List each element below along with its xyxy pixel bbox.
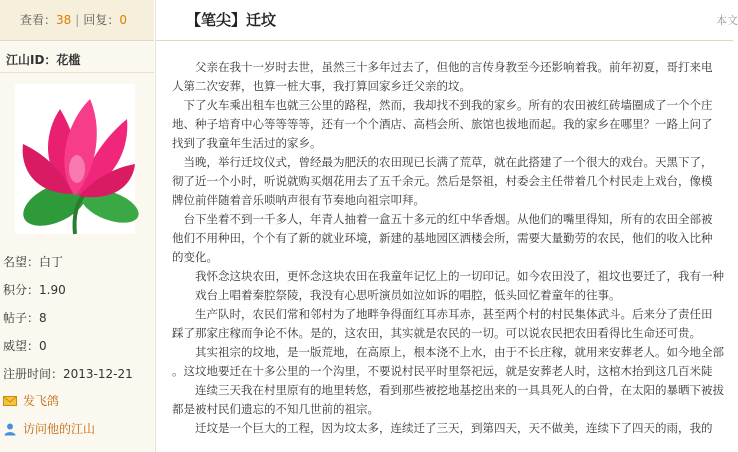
visit-space-link[interactable]: 访问他的江山: [3, 420, 95, 437]
article-line: 牌位前伴随着音乐唢呐声很有节奏地向祖宗叩拜。: [172, 193, 425, 207]
thread-stats-bar: [0, 0, 154, 41]
article-line: 当晚，举行迁坟仪式，曾经最为肥沃的农田现已长满了荒草，就在此搭建了一个很大的戏台。天黑下了，: [172, 155, 713, 169]
article-line: 踩了那家庄稼而争论不休。是的，这农田，其实就是农民的一切。可以说农民把农田看得比生命还可贵。: [172, 326, 701, 340]
article-line: 都是被村民们遗忘的不知几世前的祖宗。: [172, 402, 379, 416]
register-date-row: 注册时间：2013-12-21: [3, 367, 133, 381]
post-content-area: [155, 0, 738, 452]
post-title: 【笔尖】迁坟: [186, 11, 277, 29]
article-line: 生产队时，农民们常和邻村为了地畔争得面红耳赤耳赤，甚至两个村的村民集体武斗。后来分了责任田: [172, 307, 713, 321]
article-body: [172, 58, 733, 452]
post-title-row: [156, 0, 738, 41]
article-line: 。这坟地要迁在十多公里的一个沟里，不要说村民平时里祭祀远，就是安葬老人时，这棺木抬到这几百米陡: [172, 364, 713, 378]
article-line: 迁坟是一个巨大的工程，因为坟太多，连续迁了三天，到第四天，天不做美，连续下了四天的雨，我的: [172, 421, 713, 435]
envelope-icon: [3, 394, 17, 408]
author-sidebar: [0, 0, 154, 452]
views-label: 查看：: [20, 13, 57, 27]
article-line: 地、种子培育中心等等等等，还有一个个酒店、高档会所、旅馆也拔地而起。我的家乡在哪里？一路上问了: [172, 117, 713, 131]
replies-count: 0: [119, 13, 127, 27]
send-message-link[interactable]: 发飞鸽: [3, 392, 59, 409]
article-line: 我怀念这块农田，更怀念这块农田在我童年记忆上的一切印记。如今农田没了，祖坟也要迁了，我有一种: [172, 269, 724, 283]
article-line: 彻了近一个小时，听说就购买烟花用去了五千余元。然后是祭祖，村委会主任带着几个村民走上戏台，像模: [172, 174, 713, 188]
article-line: 他们不用种田，个个有了新的就业环境，新建的基地园区洒楼会所，需要大量勤劳的农民，他们的收入比种: [172, 231, 713, 245]
posts-row: 帖子：8: [3, 311, 47, 325]
article-line: 其实祖宗的坟地，是一版荒地，在高原上，根本浇不上水，由于不长庄稼，就用来安葬老人。如今地全部: [172, 345, 724, 359]
user-id: 江山ID：花槛: [6, 53, 81, 67]
article-line: 台下坐着不到一千多人，年青人抽着一盒五十多元的红中华香烟。从他们的嘴里得知，所有的农田全部被: [172, 212, 713, 226]
stats-separator: |: [75, 13, 80, 27]
reputation-row: 名望：白丁: [3, 255, 64, 269]
avatar[interactable]: [15, 84, 135, 234]
nav-right-link[interactable]: 本文: [716, 14, 738, 27]
points-row: 积分：1.90: [3, 283, 66, 297]
sidebar-divider: [0, 72, 154, 73]
article-line: 下了火车乘出租车也就三公里的路程，然而，我却找不到我的家乡。所有的农田被红砖墙圈成了一个个庄: [172, 98, 713, 112]
article-line: 戏台上唱着秦腔祭陵，我没有心思听演员如泣如诉的唱腔，低头回忆着童年的往事。: [172, 288, 621, 302]
prestige-row: 威望：0: [3, 339, 47, 353]
lotus-flower-icon: [15, 84, 135, 234]
replies-label: 回复：: [83, 13, 120, 27]
article-line: 的变化。: [172, 250, 218, 264]
user-icon: [3, 422, 17, 436]
article-line: 父亲在我十一岁时去世，虽然三十多年过去了，但他的言传身教至今还影响着我。前年初夏，哥打来电: [172, 60, 713, 74]
article-line: 人第二次安葬，也算一桩大事，我打算回家乡迁父亲的坟。: [172, 79, 471, 93]
views-count: 38: [56, 13, 72, 27]
article-line: 找到了我童年生活过的家乡。: [172, 136, 322, 150]
article-line: 连续三天我在村里原有的地里转悠，看到那些被挖地基挖出来的一具具死人的白骨，在太阳的暴晒下被拔: [172, 383, 724, 397]
